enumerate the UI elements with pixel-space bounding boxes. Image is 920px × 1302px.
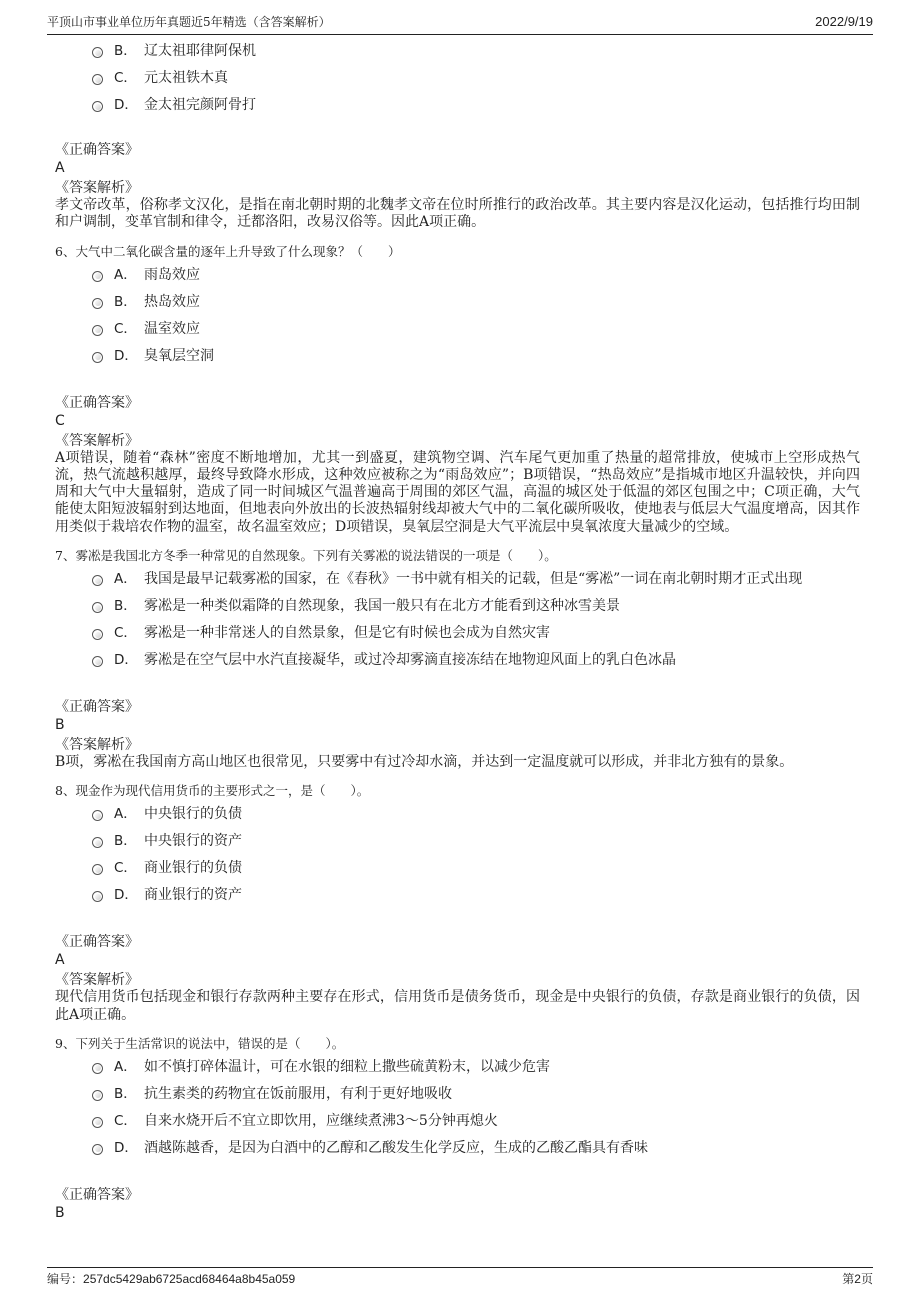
option-letter: B． bbox=[114, 1085, 137, 1102]
document-title: 平顶山市事业单位历年真题近5年精选（含答案解析） bbox=[47, 15, 331, 29]
page-footer bbox=[47, 1267, 873, 1290]
page-header bbox=[47, 12, 873, 35]
option-text: 中央银行的负债 bbox=[144, 806, 242, 823]
radio-button-icon[interactable] bbox=[92, 575, 103, 586]
page-content bbox=[55, 38, 860, 1224]
radio-button-icon[interactable] bbox=[92, 864, 103, 875]
option-text: 热岛效应 bbox=[144, 293, 200, 310]
option-text: 中央银行的资产 bbox=[144, 833, 242, 850]
option-9-d[interactable] bbox=[55, 1135, 860, 1162]
option-letter: B． bbox=[114, 598, 137, 615]
option-9-b[interactable] bbox=[55, 1081, 860, 1108]
option-letter: B． bbox=[114, 293, 137, 310]
correct-answer-label: 《正确答案》 bbox=[55, 1186, 139, 1203]
option-5-d[interactable] bbox=[55, 92, 860, 119]
page-number-value: 2 bbox=[854, 1272, 861, 1286]
option-5-b[interactable] bbox=[55, 38, 860, 65]
option-text: 金太祖完颜阿骨打 bbox=[144, 97, 256, 113]
option-letter: A． bbox=[114, 806, 137, 823]
radio-button-icon[interactable] bbox=[92, 101, 103, 112]
radio-button-icon[interactable] bbox=[92, 1144, 103, 1155]
explanation-text: 孝文帝改革，俗称孝文汉化，是指在南北朝时期的北魏孝文帝在位时所推行的政治改革。其主要内容是汉化运动，包括推行均田制和户调制，变革官制和律令，迁都洛阳，改易汉俗等。因此A项正确。 bbox=[55, 197, 860, 231]
option-text: 雾凇是在空气层中水汽直接凝华，或过冷却雾滴直接冻结在地物迎风面上的乳白色冰晶 bbox=[144, 652, 676, 669]
radio-button-icon[interactable] bbox=[92, 325, 103, 336]
answer-value: B bbox=[55, 717, 65, 734]
option-6-b[interactable] bbox=[55, 289, 860, 316]
option-7-c[interactable] bbox=[55, 620, 860, 647]
option-letter: D． bbox=[114, 887, 138, 904]
option-6-a[interactable] bbox=[55, 262, 860, 289]
answer-value: C bbox=[55, 412, 65, 429]
option-9-a[interactable] bbox=[55, 1054, 860, 1081]
correct-answer-label: 《正确答案》 bbox=[55, 394, 139, 411]
page-prefix: 第 bbox=[842, 1272, 855, 1286]
option-7-d[interactable] bbox=[55, 647, 860, 674]
option-text: 元太祖铁木真 bbox=[144, 70, 228, 86]
explanation-text: B项，雾凇在我国南方高山地区也很常见，只要雾中有过冷却水滴，并达到一定温度就可以形成，并非北方独有的景象。 bbox=[55, 754, 794, 771]
question-8 bbox=[55, 781, 860, 1024]
explanation-label: 《答案解析》 bbox=[55, 432, 139, 449]
option-letter: A． bbox=[114, 266, 137, 283]
option-letter: D． bbox=[114, 652, 138, 669]
option-text: 抗生素类的药物宜在饭前服用，有利于更好地吸收 bbox=[144, 1085, 452, 1102]
question-text: 6、大气中二氧化碳含量的逐年上升导致了什么现象？（ ） bbox=[55, 243, 401, 259]
option-text: 温室效应 bbox=[144, 320, 200, 337]
radio-button-icon[interactable] bbox=[92, 837, 103, 848]
radio-button-icon[interactable] bbox=[92, 656, 103, 667]
option-letter: C． bbox=[114, 1112, 137, 1129]
option-text: 我国是最早记载雾凇的国家，在《春秋》一书中就有相关的记载，但是“雾凇”一词在南北朝时期才正式出现 bbox=[144, 571, 803, 588]
option-letter: C． bbox=[114, 625, 137, 642]
explanation-label: 《答案解析》 bbox=[55, 180, 139, 196]
option-text: 酒越陈越香，是因为白酒中的乙醇和乙酸发生化学反应，生成的乙酸乙酯具有香味 bbox=[144, 1139, 648, 1156]
option-letter: B． bbox=[114, 833, 137, 850]
radio-button-icon[interactable] bbox=[92, 47, 103, 58]
document-code bbox=[47, 1268, 295, 1290]
option-8-b[interactable] bbox=[55, 828, 860, 855]
option-text: 自来水烧开后不宜立即饮用，应继续煮沸3～5分钟再熄火 bbox=[144, 1112, 498, 1129]
radio-button-icon[interactable] bbox=[92, 1063, 103, 1074]
correct-answer-label: 《正确答案》 bbox=[55, 934, 139, 951]
option-9-c[interactable] bbox=[55, 1108, 860, 1135]
correct-answer-label: 《正确答案》 bbox=[55, 142, 139, 158]
option-letter: B． bbox=[114, 43, 137, 59]
option-text: 商业银行的负债 bbox=[144, 860, 242, 877]
explanation-text: A项错误，随着“森林”密度不断地增加，尤其一到盛夏，建筑物空调、汽车尾气更加重了热量的超常排放，使城市上空形成热气流，热气流越积越厚，最终导致降水形成，这种效应被称之为“雨岛效应”；B项错误，“热岛效应”是指城市地区升温较快，并向四周和大气中大量辐射，造成了同一时间城区气温普遍高于周围的郊区气温，高温的城区处于低温的郊区包围之中；C项正确，大气能使太阳短波辐射到达地面，但地表向外放出的长波热辐射线却被大气中的二氧化碳所吸收，使地表与低层大气温度增高，因其作用类似于栽培农作物的温室，故名温室效应；D项错误，臭氧层空洞是大气平流层中臭氧浓度大量减少的空域。 bbox=[55, 449, 860, 535]
answer-value: A bbox=[55, 952, 65, 969]
option-5-c[interactable] bbox=[55, 65, 860, 92]
option-text: 雾凇是一种非常迷人的自然景象，但是它有时候也会成为自然灾害 bbox=[144, 625, 550, 642]
option-letter: D． bbox=[114, 347, 138, 364]
option-6-d[interactable] bbox=[55, 343, 860, 370]
page-suffix: 页 bbox=[860, 1272, 873, 1286]
radio-button-icon[interactable] bbox=[92, 352, 103, 363]
question-text: 9、下列关于生活常识的说法中，错误的是（ ）。 bbox=[55, 1035, 345, 1051]
option-text: 雨岛效应 bbox=[144, 266, 200, 283]
option-letter: A． bbox=[114, 571, 137, 588]
option-7-a[interactable] bbox=[55, 566, 860, 593]
explanation-text: 现代信用货币包括现金和银行存款两种主要存在形式，信用货币是债务货币，现金是中央银行的负债，存款是商业银行的负债，因此A项正确。 bbox=[55, 989, 860, 1023]
radio-button-icon[interactable] bbox=[92, 602, 103, 613]
radio-button-icon[interactable] bbox=[92, 629, 103, 640]
option-text: 雾凇是一种类似霜降的自然现象，我国一般只有在北方才能看到这种冰雪美景 bbox=[144, 598, 620, 615]
option-text: 臭氧层空洞 bbox=[144, 347, 214, 364]
radio-button-icon[interactable] bbox=[92, 891, 103, 902]
code-label: 编号： bbox=[47, 1272, 84, 1286]
answer-value: B bbox=[55, 1204, 65, 1221]
code-value: 257dc5429ab6725acd68464a8b45a059 bbox=[83, 1272, 296, 1286]
question-text: 7、雾凇是我国北方冬季一种常见的自然现象。下列有关雾凇的说法错误的一项是（ ）。 bbox=[55, 548, 557, 564]
radio-button-icon[interactable] bbox=[92, 271, 103, 282]
explanation-label: 《答案解析》 bbox=[55, 972, 139, 989]
option-text: 辽太祖耶律阿保机 bbox=[144, 43, 256, 59]
option-letter: C． bbox=[114, 320, 137, 337]
option-7-b[interactable] bbox=[55, 593, 860, 620]
option-letter: D． bbox=[114, 97, 138, 113]
document-date: 2022/9/19 bbox=[815, 14, 873, 29]
radio-button-icon[interactable] bbox=[92, 298, 103, 309]
explanation-label: 《答案解析》 bbox=[55, 737, 139, 754]
correct-answer-label: 《正确答案》 bbox=[55, 699, 139, 716]
option-8-a[interactable] bbox=[55, 801, 860, 828]
option-text: 商业银行的资产 bbox=[144, 887, 242, 904]
question-7 bbox=[55, 546, 860, 771]
option-8-c[interactable] bbox=[55, 855, 860, 882]
radio-button-icon[interactable] bbox=[92, 1117, 103, 1128]
page-number bbox=[842, 1268, 873, 1290]
option-letter: A． bbox=[114, 1058, 137, 1075]
question-text: 8、现金作为现代信用货币的主要形式之一，是（ ）。 bbox=[55, 783, 370, 799]
option-letter: D． bbox=[114, 1139, 138, 1156]
radio-button-icon[interactable] bbox=[92, 810, 103, 821]
option-letter: C． bbox=[114, 70, 137, 86]
option-8-d[interactable] bbox=[55, 882, 860, 909]
question-9 bbox=[55, 1034, 860, 1224]
answer-value: A bbox=[55, 160, 65, 176]
question-6 bbox=[55, 242, 860, 536]
question-5 bbox=[55, 38, 860, 232]
option-6-c[interactable] bbox=[55, 316, 860, 343]
radio-button-icon[interactable] bbox=[92, 74, 103, 85]
option-letter: C． bbox=[114, 860, 137, 877]
option-text: 如不慎打碎体温计，可在水银的细粒上撒些硫黄粉末，以减少危害 bbox=[144, 1058, 550, 1075]
radio-button-icon[interactable] bbox=[92, 1090, 103, 1101]
